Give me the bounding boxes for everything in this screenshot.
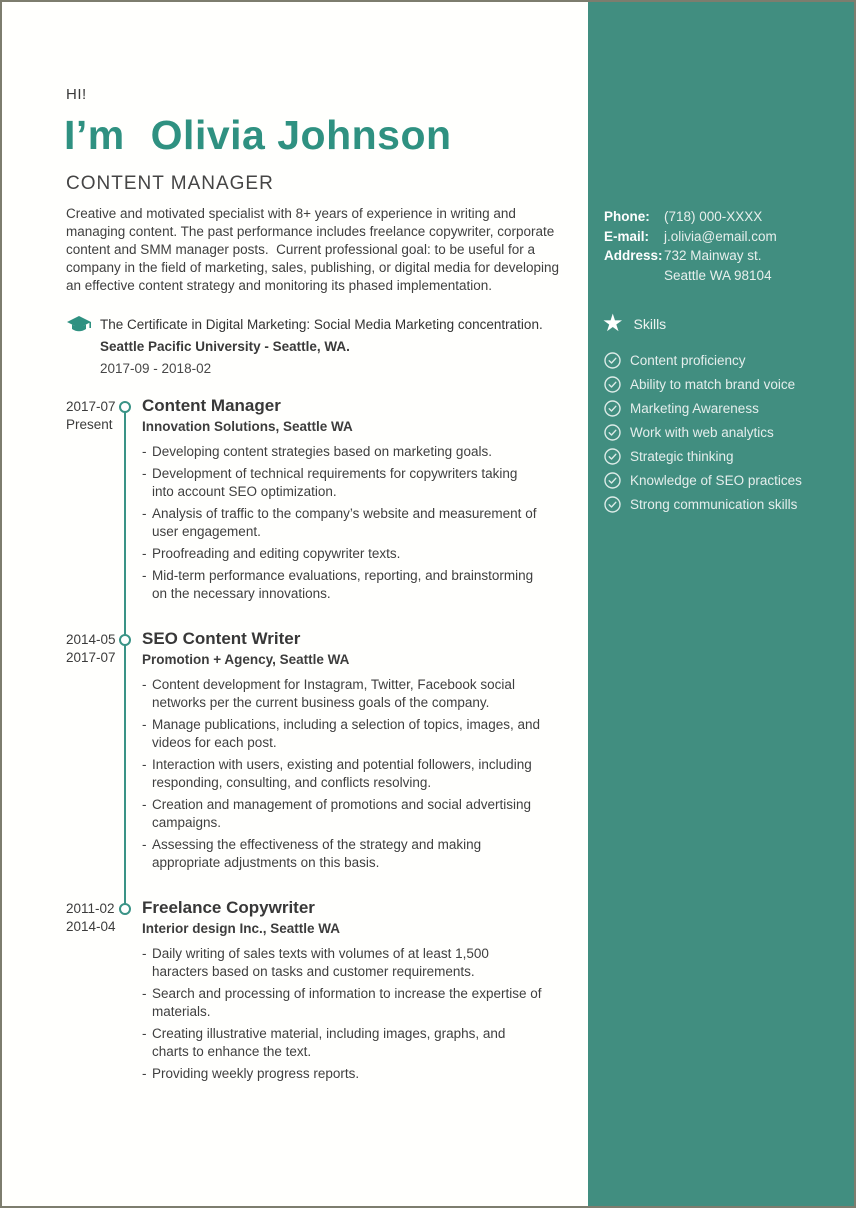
date-from: 2014-05: [66, 632, 116, 647]
greeting-text: HI!: [66, 86, 87, 103]
skill-label: Ability to match brand voice: [630, 376, 796, 392]
skill-label: Work with web analytics: [630, 424, 774, 440]
summary-paragraph: Creative and motivated specialist with 8+ years of experience in writing and managing content. The past performance includes freelance copywriter, corporate content and SMM manager posts. Current professional goal: to be useful for a company in the field of marketing, sales, publishing, or digital media for developing an effective content strategy and monitoring its phased implementation.: [66, 206, 563, 293]
job-bullet: - Creating illustrative material, including images, graphs, and charts to enhance the text.: [142, 1026, 506, 1059]
experience-entry: [66, 395, 572, 607]
experience-dates: [66, 398, 116, 434]
address-line2: Seattle WA 98104: [664, 267, 772, 283]
name-prefix: I’m: [64, 112, 125, 158]
job-bullet: - Proofreading and editing copywriter texts.: [142, 546, 401, 561]
skill-item: [604, 444, 844, 468]
date-to: 2017-07: [66, 650, 116, 665]
job-bullet: - Analysis of traffic to the company’s website and measurement of user engagement.: [142, 506, 537, 539]
timeline-dot: [119, 903, 131, 915]
check-circle-icon: [604, 400, 621, 417]
contact-section: [604, 207, 844, 285]
timeline-dot: [119, 634, 131, 646]
sidebar: [588, 2, 854, 1206]
job-bullet: - Development of technical requirements for copywriters taking into account SEO optimization.: [142, 466, 518, 499]
skill-item: [604, 348, 844, 372]
job-bullet: - Developing content strategies based on marketing goals.: [142, 444, 492, 459]
check-circle-icon: [604, 424, 621, 441]
experience-dates: [66, 900, 116, 936]
skills-header: [602, 312, 666, 336]
date-from: 2011-02: [66, 901, 115, 916]
person-name: Olivia Johnson: [150, 112, 452, 158]
skill-label: Content proficiency: [630, 352, 746, 368]
job-bullet: - Manage publications, including a selection of topics, images, and videos for each post.: [142, 717, 540, 750]
job-title: Content Manager: [142, 396, 281, 415]
star-icon: ★: [602, 310, 624, 337]
job-bullet: - Mid-term performance evaluations, reporting, and brainstorming on the necessary innovations.: [142, 568, 534, 601]
page-title: [64, 112, 452, 159]
education-school: Seattle Pacific University - Seattle, WA.: [100, 339, 350, 354]
date-from: 2017-07: [66, 399, 116, 414]
check-circle-icon: [604, 448, 621, 465]
job-company: Interior design Inc., Seattle WA: [142, 921, 341, 936]
check-circle-icon: [604, 496, 621, 513]
job-bullet: - Content development for Instagram, Twitter, Facebook social networks per the current business goals of the company.: [142, 677, 515, 710]
skill-item: [604, 372, 844, 396]
education-section: [66, 314, 566, 380]
phone-value: (718) 000-XXXX: [664, 209, 763, 224]
phone-label: Phone:: [604, 209, 650, 224]
job-bullet: - Interaction with users, existing and potential followers, including responding, consulting, and conflicts resolving.: [142, 757, 532, 790]
check-circle-icon: [604, 472, 621, 489]
job-bullet: - Creation and management of promotions and social advertising campaigns.: [142, 797, 531, 830]
education-degree: The Certificate in Digital Marketing: Social Media Marketing concentration.: [100, 317, 543, 332]
job-bullet-list: [142, 676, 542, 872]
email-value: j.olivia@email.com: [664, 228, 777, 244]
job-company: Promotion + Agency, Seattle WA: [142, 652, 350, 667]
job-bullet: - Providing weekly progress reports.: [142, 1066, 360, 1081]
check-circle-icon: [604, 376, 621, 393]
contact-address-row: [604, 246, 844, 285]
experience-dates: [66, 631, 116, 667]
skill-item: [604, 420, 844, 444]
job-bullet: - Search and processing of information to increase the expertise of materials.: [142, 986, 542, 1019]
date-to: Present: [66, 417, 113, 432]
skill-label: Marketing Awareness: [630, 400, 759, 416]
job-bullet-list: [142, 443, 542, 603]
graduation-cap-icon: [66, 314, 100, 380]
address-label: Address:: [604, 248, 663, 263]
job-bullet: - Assessing the effectiveness of the strategy and making appropriate adjustments on this basis.: [142, 837, 482, 870]
experience-entry: [66, 628, 572, 876]
experience-entry: [66, 897, 572, 1087]
job-bullet: - Daily writing of sales texts with volumes of at least 1,500 haracters based on tasks and customer requirements.: [142, 946, 489, 979]
skills-list: [604, 348, 844, 516]
date-to: 2014-04: [66, 919, 116, 934]
skill-label: Knowledge of SEO practices: [630, 472, 802, 488]
skill-item: [604, 396, 844, 420]
job-bullet-list: [142, 945, 542, 1083]
job-title: Freelance Copywriter: [142, 898, 315, 917]
email-label: E-mail:: [604, 228, 650, 244]
education-dates: 2017-09 - 2018-02: [100, 361, 212, 376]
contact-phone-row: [604, 207, 844, 227]
job-role-heading: CONTENT MANAGER: [66, 173, 274, 194]
skills-title: Skills: [633, 316, 667, 332]
address-line1: 732 Mainway st.: [664, 248, 762, 263]
skill-item: [604, 468, 844, 492]
contact-email-row: [604, 227, 844, 247]
skill-label: Strong communication skills: [630, 496, 798, 512]
job-title: SEO Content Writer: [142, 629, 301, 648]
job-company: Innovation Solutions, Seattle WA: [142, 419, 353, 434]
check-circle-icon: [604, 352, 621, 369]
skill-item: [604, 492, 844, 516]
skill-label: Strategic thinking: [630, 448, 734, 464]
timeline-dot: [119, 401, 131, 413]
